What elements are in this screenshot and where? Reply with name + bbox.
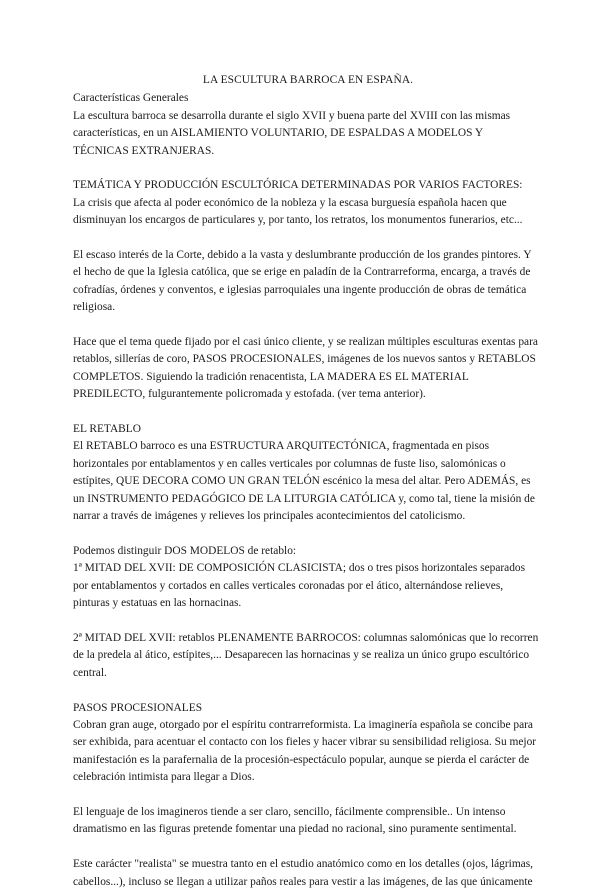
text-line: por entablamentos y cortados en calles verticales coronadas por el ático, alternándose relieves, bbox=[73, 579, 504, 592]
text-line: de la predela al ático, estípites,... Desaparecen las hornacinas y se realiza un único grupo escultórico bbox=[73, 649, 530, 662]
text-line: pinturas y estatuas en las hornacinas. bbox=[73, 597, 242, 610]
text-line: un INSTRUMENTO PEDAGÓGICO DE LA LITURGIA CATÓLICA y, como tal, tiene la misión de bbox=[73, 492, 535, 505]
document-title: LA ESCULTURA BARROCA EN ESPAÑA. bbox=[202, 74, 414, 86]
paragraph-gap bbox=[73, 682, 531, 699]
text-line: PREDILECTO, fulgurantemente policromada y estofada. (ver tema anterior). bbox=[73, 388, 426, 401]
text-line: 2ª MITAD DEL XVII: retablos PLENAMENTE BARROCOS: columnas salomónicas que lo recorren bbox=[73, 631, 539, 644]
section-heading-caracteristicas: Características Generales bbox=[73, 92, 189, 105]
paragraph-gap bbox=[73, 160, 531, 177]
paragraph-gap bbox=[73, 230, 531, 247]
text-line: ser exhibida, para acentuar el contacto con los fieles y hacer vibrar su sensibilidad religiosa. Su mejor bbox=[73, 736, 537, 749]
text-line: Podemos distinguir DOS MODELOS de retablo: bbox=[73, 544, 297, 557]
text-line: cabellos...), incluso se llegan a utilizar paños reales para vestir a las imágenes, de las que únicamente bbox=[73, 875, 533, 888]
text-line: el hecho de que la Iglesia católica, que se erige en paladín de la Contrarreforma, encarga, a través de bbox=[73, 266, 531, 279]
paragraph-gap bbox=[73, 404, 531, 421]
text-line: retablos, sillerías de coro, PASOS PROCESIONALES, imágenes de los nuevos santos y RETABLOS bbox=[73, 353, 536, 366]
paragraph-gap bbox=[73, 839, 531, 856]
paragraph-gap bbox=[73, 526, 531, 543]
text-line: celebración intimista para llegar a Dios. bbox=[73, 771, 255, 784]
text-line: central. bbox=[73, 666, 107, 679]
text-line: El RETABLO barroco es una ESTRUCTURA ARQUITECTÓNICA, fragmentada en pisos bbox=[73, 440, 490, 453]
text-line: dramatismo en las figuras pretende fomentar una piedad no racional, sino puramente sentimental. bbox=[73, 823, 517, 836]
section-heading-retablo: EL RETABLO bbox=[73, 423, 141, 436]
text-line: disminuyan los encargos de particulares y, por tanto, los retratos, los monumentos funerarios, etc... bbox=[73, 214, 523, 227]
document-body bbox=[73, 72, 539, 891]
text-line: manifestación es la parafernalia de la procesión-espectáculo popular, aunque se pierda el carácter de bbox=[73, 753, 530, 766]
text-line: El lenguaje de los imagineros tiende a ser claro, sencillo, fácilmente comprensible.. Un intenso bbox=[73, 805, 506, 818]
text-line: La crisis que afecta al poder económico de la nobleza y la escasa burguesía española hacen que bbox=[73, 196, 507, 209]
text-line: horizontales por entablamentos y en calles verticales por columnas de fuste liso, salomónicas o bbox=[73, 457, 506, 470]
section-heading-pasos: PASOS PROCESIONALES bbox=[73, 701, 203, 714]
text-line: La escultura barroca se desarrolla durante el siglo XVII y buena parte del XVIII con las mismas bbox=[73, 109, 511, 122]
text-line: Hace que el tema quede fijado por el casi único cliente, y se realizan múltiples esculturas exentas para bbox=[73, 336, 538, 349]
text-line: estípites, QUE DECORA COMO UN GRAN TELÓN escénico la mesa del altar. Pero ADEMÁS, es bbox=[73, 475, 531, 488]
text-line: Este carácter "realista" se muestra tanto en el estudio anatómico como en los detalles (ojos, lágrimas, bbox=[73, 858, 534, 871]
text-line: 1ª MITAD DEL XVII: DE COMPOSICIÓN CLASICISTA; dos o tres pisos horizontales separados bbox=[73, 562, 526, 575]
paragraph-gap bbox=[73, 787, 531, 804]
text-line: COMPLETOS. Siguiendo la tradición renacentista, LA MADERA ES EL MATERIAL bbox=[73, 370, 469, 383]
text-line: TÉCNICAS EXTRANJERAS. bbox=[73, 144, 215, 157]
text-line: Cobran gran auge, otorgado por el espíritu contrarreformista. La imaginería española se concibe para bbox=[73, 718, 533, 731]
section-heading-tematica: TEMÁTICA Y PRODUCCIÓN ESCULTÓRICA DETERMINADAS POR VARIOS FACTORES: bbox=[73, 179, 523, 192]
text-line: cofradías, órdenes y conventos, e iglesias parroquiales una ingente producción de obras de temática bbox=[73, 283, 527, 296]
paragraph-gap bbox=[73, 613, 531, 630]
text-line: El escaso interés de la Corte, debido a la vasta y deslumbrante producción de los grandes pintores. Y bbox=[73, 249, 532, 262]
text-line: religiosa. bbox=[73, 301, 116, 314]
text-line: características, en un AISLAMIENTO VOLUNTARIO, DE ESPALDAS A MODELOS Y bbox=[73, 127, 484, 140]
paragraph-gap bbox=[73, 317, 531, 334]
text-line: narrar a través de imágenes y relieves los principales acontecimientos del catolicismo. bbox=[73, 510, 466, 523]
